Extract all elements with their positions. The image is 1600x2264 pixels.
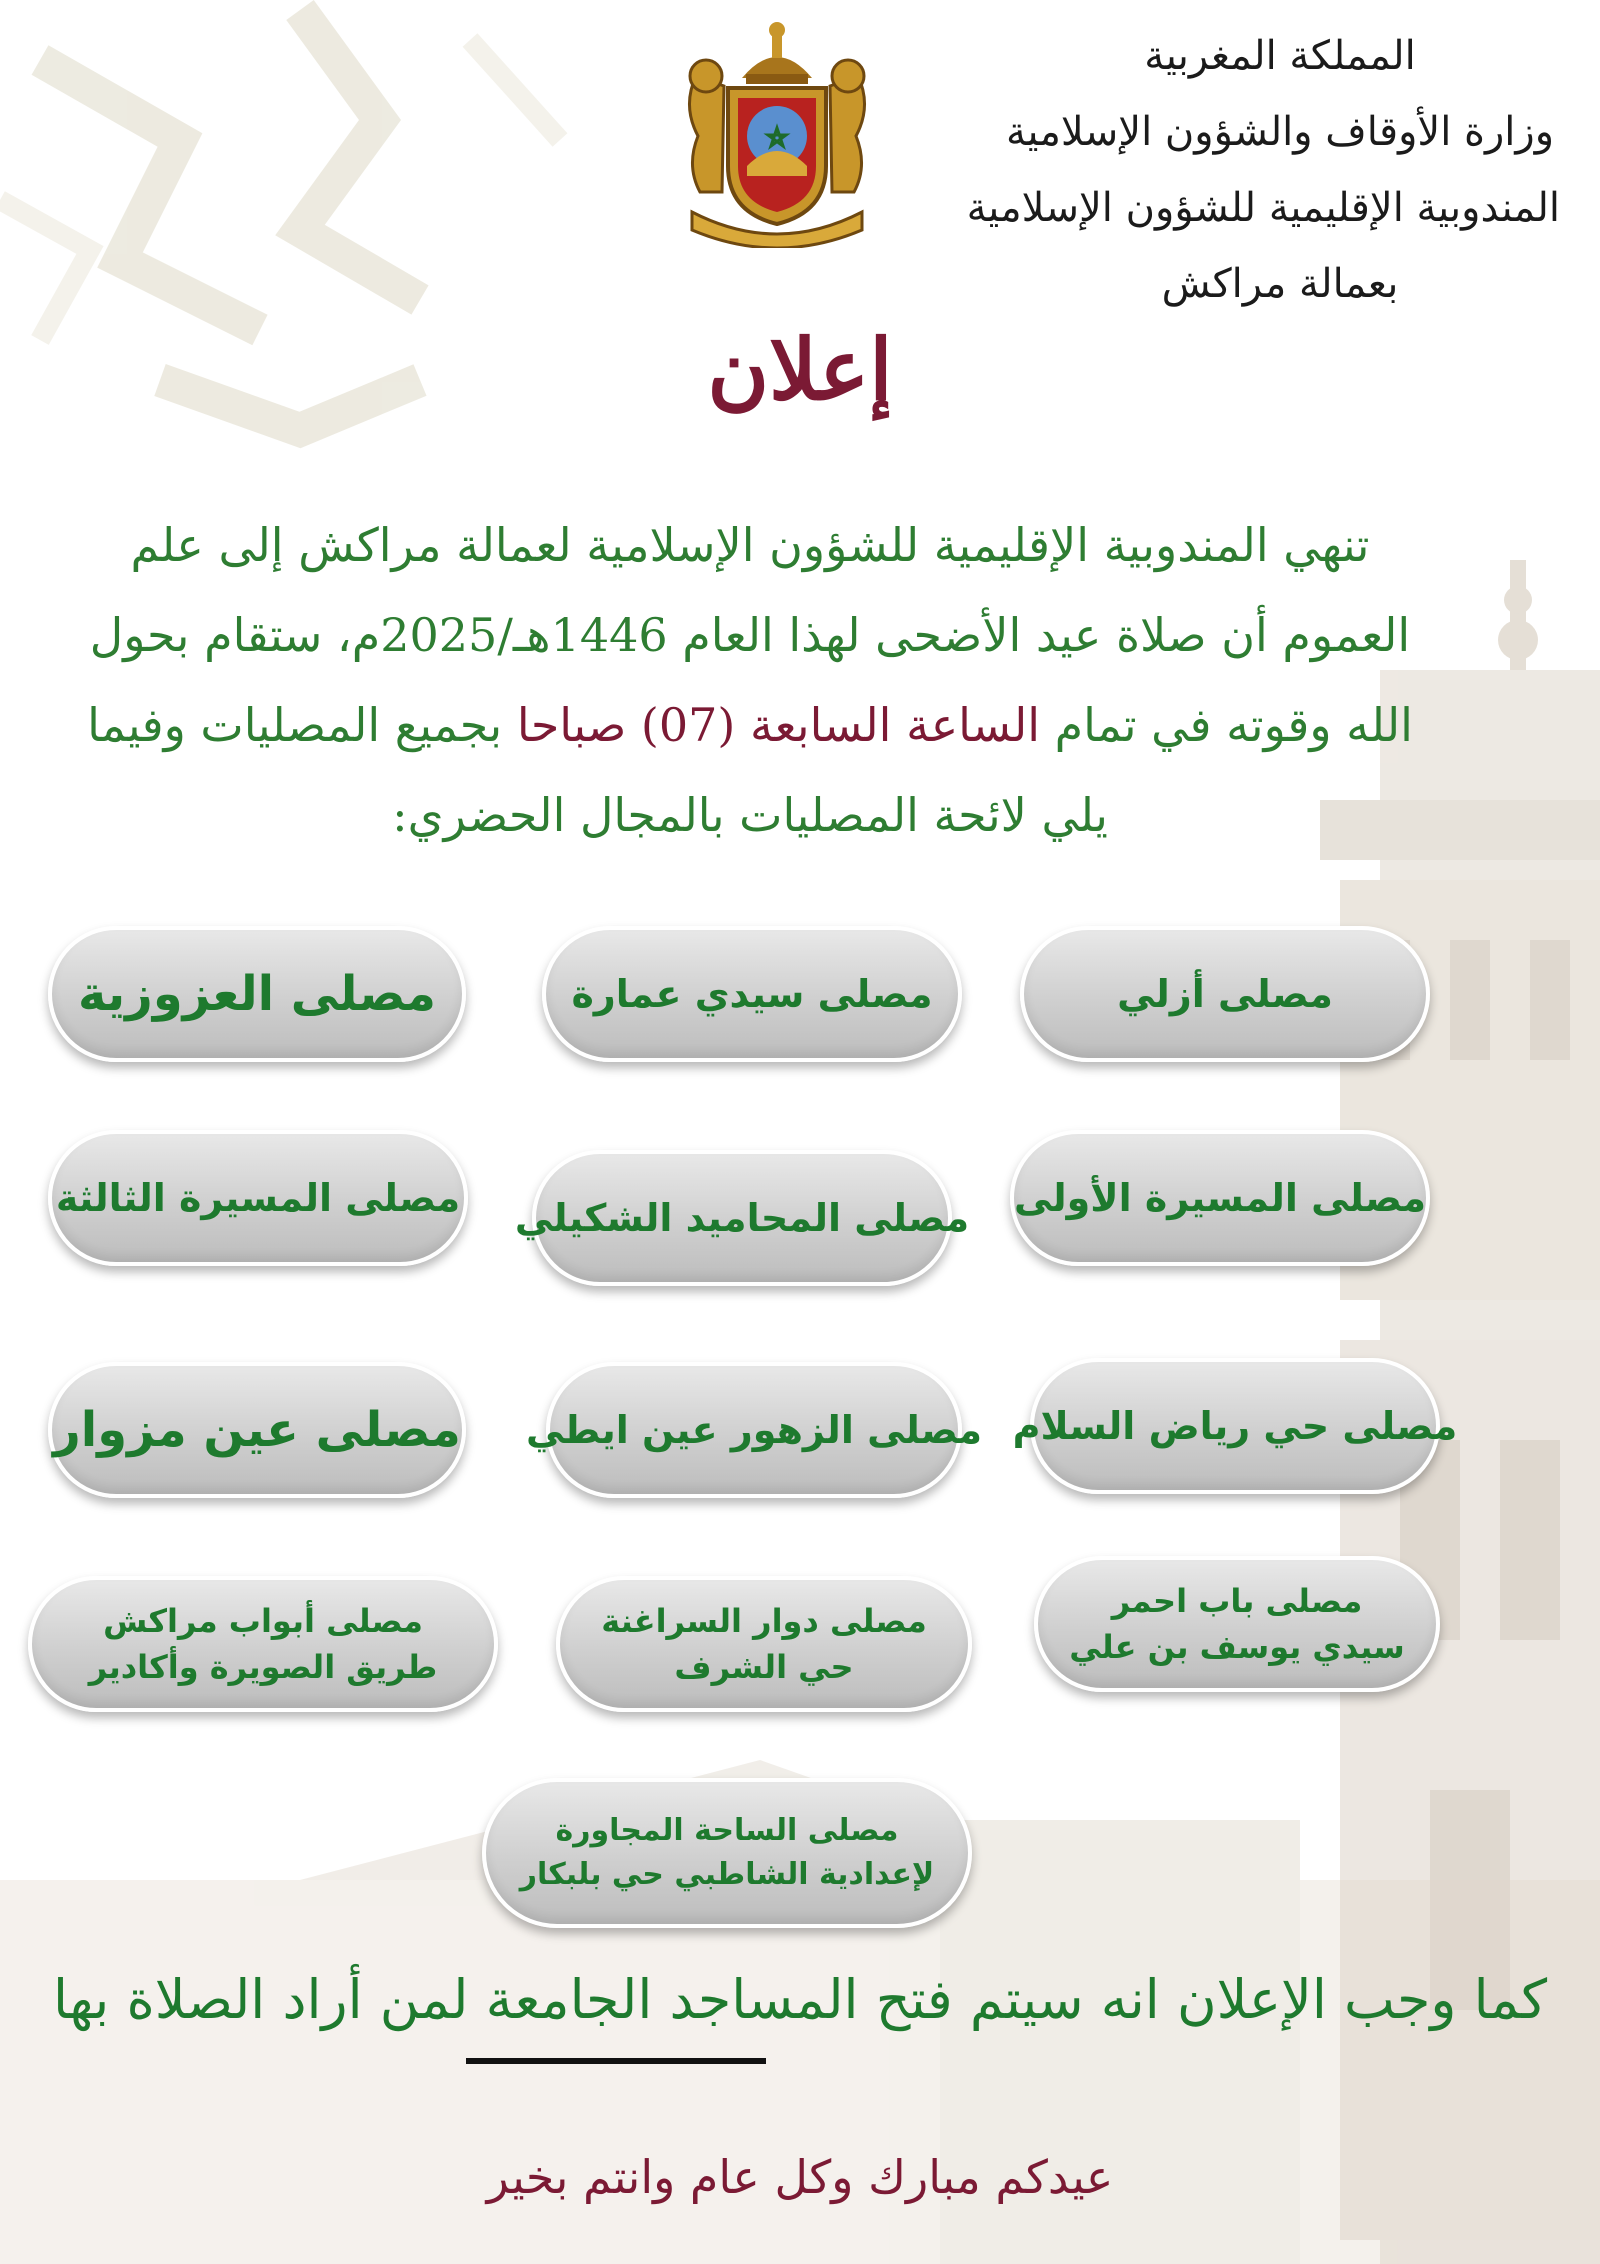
- prayer-ground-zohour-ain-itti: مصلى الزهور عين ايطي: [546, 1362, 962, 1498]
- prayer-ground-chatibi: مصلى الساحة المجاورة لإعدادية الشاطبي حي بلبكار: [482, 1778, 972, 1928]
- moroccan-coat-of-arms-emblem: [672, 16, 882, 248]
- prayer-ground-sidi-amara: مصلى سيدي عمارة: [542, 926, 962, 1062]
- prayer-ground-bab-ahmar: مصلى باب احمر سيدي يوسف بن علي: [1034, 1556, 1440, 1692]
- intro-time: الساعة السابعة (07) صباحا: [516, 698, 1041, 752]
- eid-greeting: عيدكم مبارك وكل عام وانتم بخير: [486, 2150, 1114, 2204]
- prayer-ground-abwab-marrakech: مصلى أبواب مراكش طريق الصويرة وأكادير: [28, 1576, 498, 1712]
- prayer-ground-douar-sraghna: مصلى دوار السراغنة حي الشرف: [556, 1576, 972, 1712]
- intro-text-1: تنهي المندوبية الإقليمية للشؤون الإسلامية لعمالة مراكش إلى علم العموم أن صلاة عيد الأضحى لهذا العام 1446هـ/2025م، ستقام بحول الله وقوته في تمام: [89, 518, 1413, 752]
- underline-mark: [466, 2058, 766, 2064]
- header-block: [966, 18, 1560, 322]
- prayer-ground-azli: مصلى أزلي: [1020, 926, 1430, 1062]
- prayer-ground-mhamid-chkili: مصلى المحاميد الشكيلي: [532, 1150, 952, 1286]
- mosques-open-note: كما وجب الإعلان انه سيتم فتح المساجد الجامعة لمن أراد الصلاة بها: [52, 1968, 1548, 2031]
- prayer-ground-azzouzia: مصلى العزوزية: [48, 926, 466, 1062]
- header-prefecture: بعمالة مراكش: [1161, 261, 1399, 307]
- prayer-ground-riad-salam: مصلى حي رياض السلام: [1030, 1358, 1440, 1494]
- prayer-ground-ain-mezouar: مصلى عين مزوار: [48, 1362, 466, 1498]
- background-pattern: [0, 0, 600, 500]
- intro-paragraph: [60, 500, 1440, 860]
- header-kingdom: المملكة المغربية: [1144, 33, 1416, 79]
- header-ministry: وزارة الأوقاف والشؤون الإسلامية: [1005, 109, 1555, 155]
- prayer-ground-massira-3: مصلى المسيرة الثالثة: [48, 1130, 468, 1266]
- intro-text-2: بجميع المصليات وفيما يلي لائحة المصليات بالمجال الحضري:: [87, 698, 1108, 842]
- header-delegation: المندوبية الإقليمية للشؤون الإسلامية: [966, 185, 1560, 231]
- prayer-ground-massira-1: مصلى المسيرة الأولى: [1010, 1130, 1430, 1266]
- announcement-title: إعلان: [707, 320, 893, 419]
